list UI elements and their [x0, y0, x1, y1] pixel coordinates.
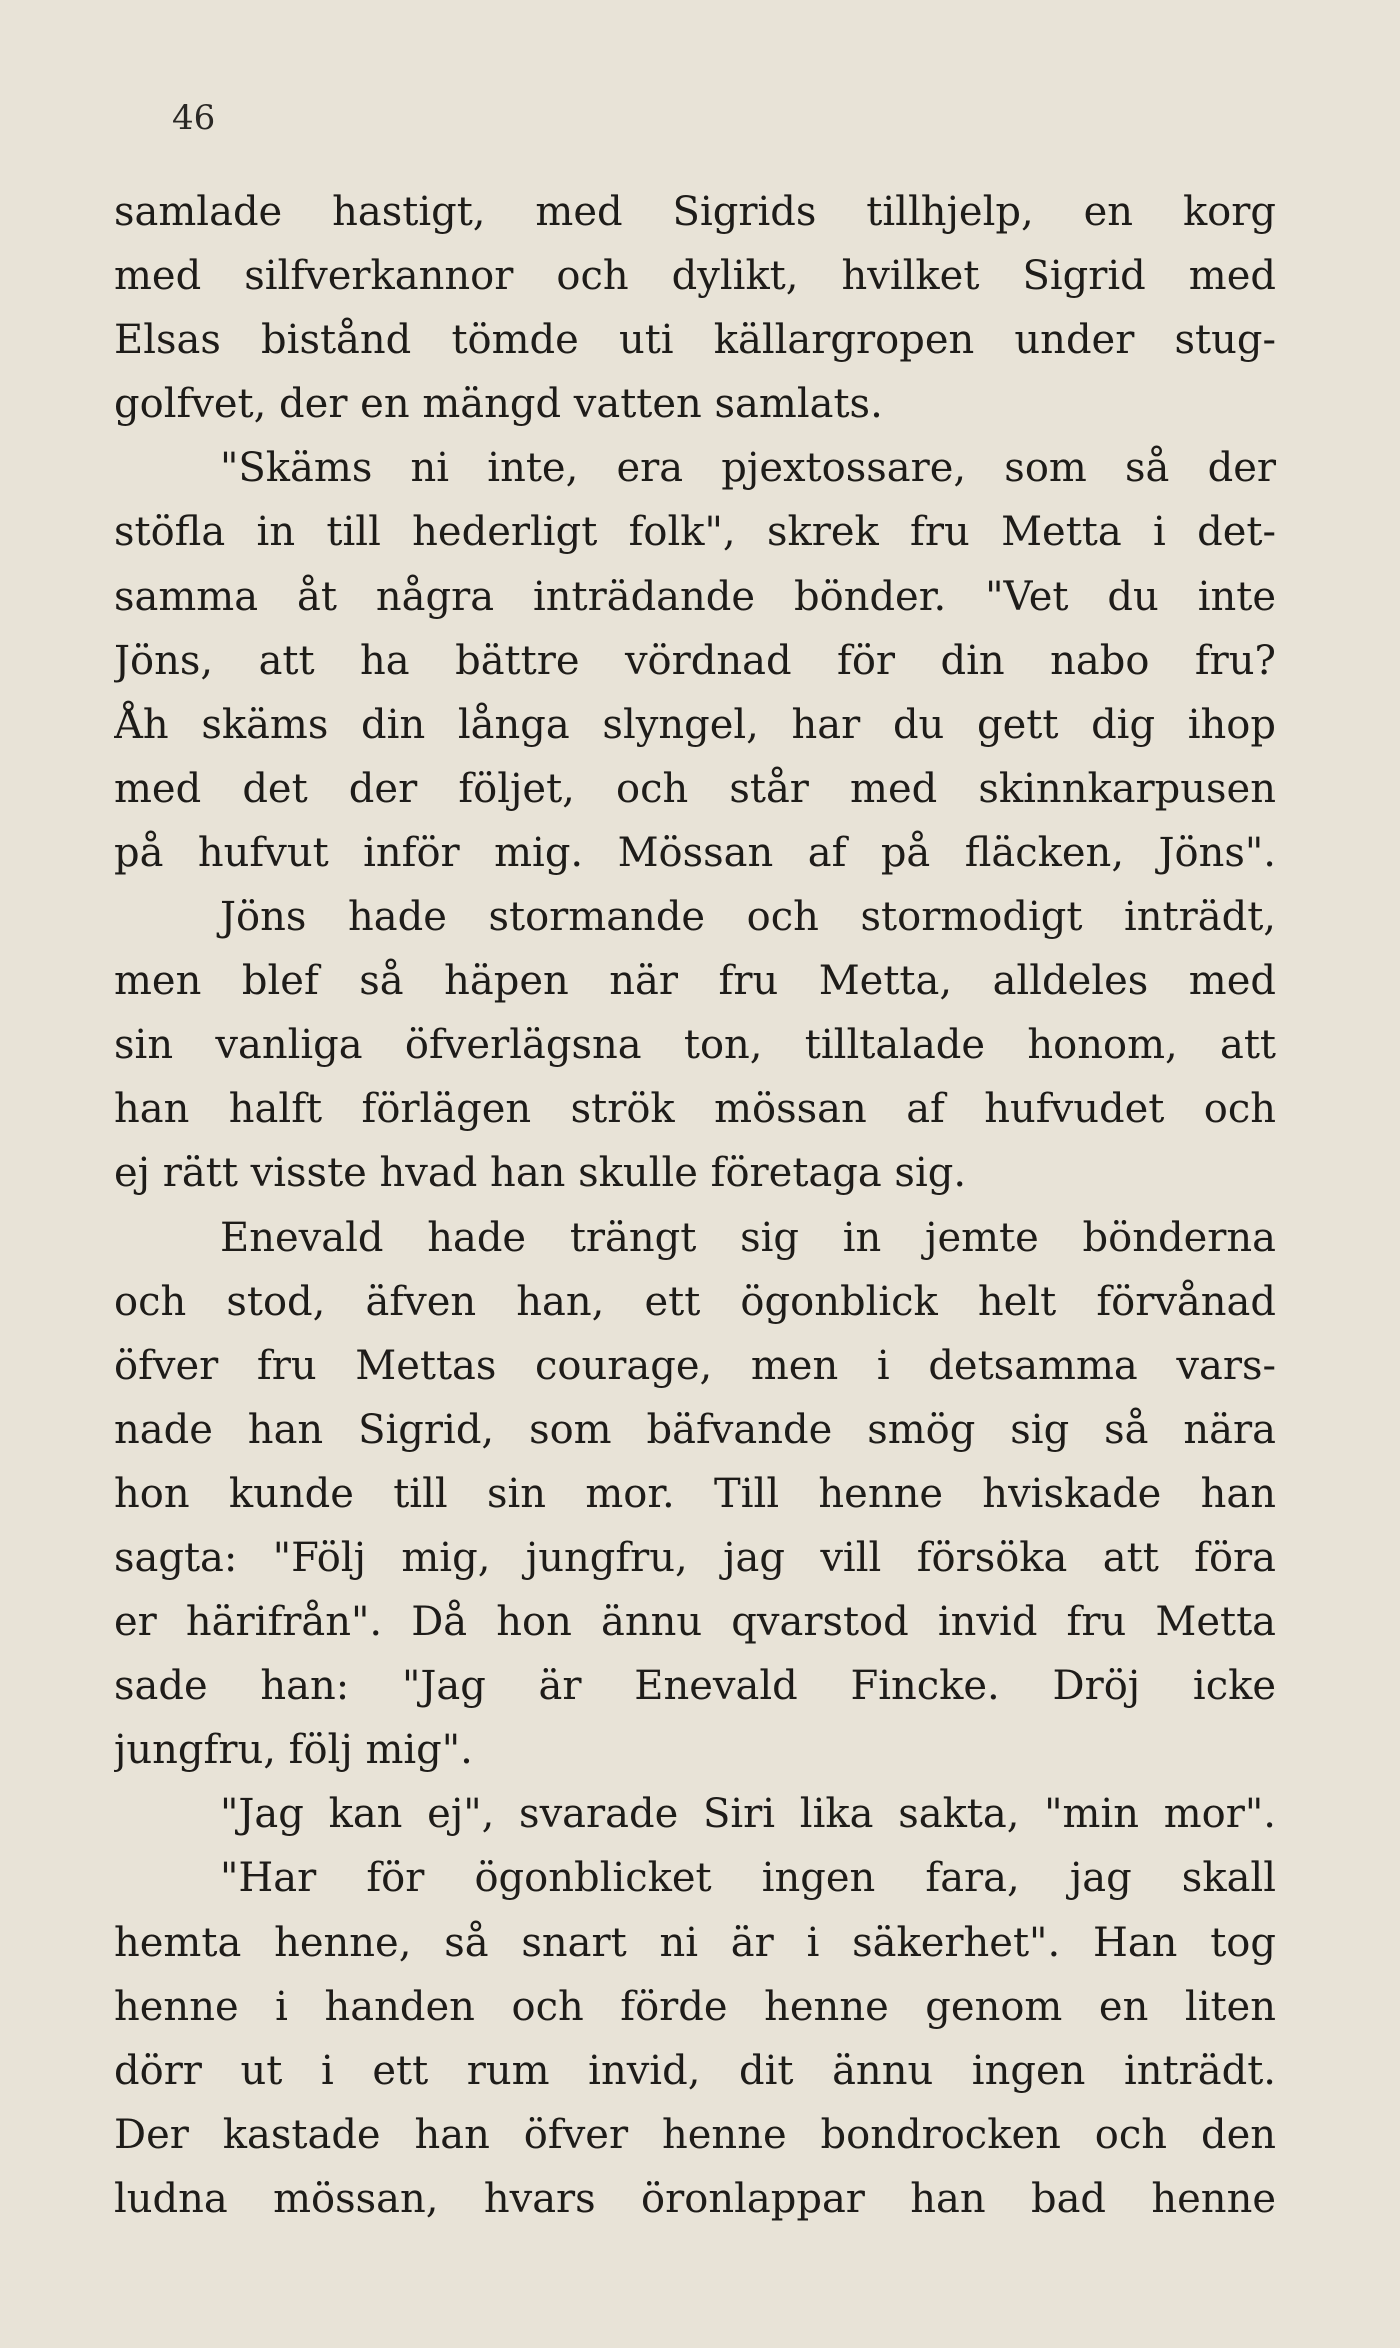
text-line: med silfverkannor och dylikt, hvilket Sigrid med	[114, 253, 1276, 300]
text-line: med det der följet, och står med skinnkarpusen	[114, 765, 1276, 812]
text-line: sade han: "Jag är Enevald Fincke. Dröj icke	[114, 1663, 1276, 1710]
text-line: Der kastade han öfver henne bondrocken och den	[114, 2111, 1276, 2158]
text-line: Elsas bistånd tömde uti källargropen under stug-	[114, 317, 1276, 364]
text-line: ludna mössan, hvars öronlappar han bad henne	[114, 2175, 1276, 2222]
body-text	[114, 180, 1276, 2231]
text-line: Enevald hade trängt sig in jemte bönderna	[220, 1214, 1276, 1261]
text-line: er härifrån". Då hon ännu qvarstod invid fru Metta	[114, 1599, 1276, 1646]
text-line: men blef så häpen när fru Metta, alldeles med	[114, 958, 1276, 1005]
text-line: Åh skäms din långa slyngel, har du gett dig ihop	[114, 701, 1276, 748]
text-line: samlade hastigt, med Sigrids tillhjelp, en korg	[114, 189, 1276, 235]
text-line: henne i handen och förde henne genom en liten	[114, 1983, 1276, 2030]
text-line: öfver fru Mettas courage, men i detsamma vars-	[114, 1342, 1276, 1389]
text-line: sin vanliga öfverlägsna ton, tilltalade honom, att	[114, 1022, 1276, 1069]
text-line: hemta henne, så snart ni är i säkerhet". Han tog	[114, 1919, 1276, 1966]
text-line: på hufvut inför mig. Mössan af på fläcken, Jöns".	[114, 829, 1276, 876]
text-line: "Skäms ni inte, era pjextossare, som så der	[220, 445, 1276, 492]
text-line: jungfru, följ mig".	[114, 1727, 473, 1774]
text-line: "Har för ögonblicket ingen fara, jag skall	[220, 1855, 1276, 1902]
text-line: hon kunde till sin mor. Till henne hviskade han	[114, 1470, 1276, 1517]
text-line: samma åt några inträdande bönder. "Vet du inte	[114, 573, 1276, 620]
text-line: ej rätt visste hvad han skulle företaga sig.	[114, 1150, 967, 1197]
text-line: han halft förlägen strök mössan af hufvudet och	[114, 1086, 1276, 1133]
page-number: 46	[172, 98, 216, 138]
text-line: Jöns, att ha bättre vördnad för din nabo fru?	[114, 637, 1276, 684]
text-line: dörr ut i ett rum invid, dit ännu ingen inträdt.	[114, 2047, 1276, 2094]
text-line: "Jag kan ej", svarade Siri lika sakta, "min mor".	[220, 1791, 1276, 1838]
text-line: och stod, äfven han, ett ögonblick helt förvånad	[114, 1278, 1276, 1325]
text-line: golfvet, der en mängd vatten samlats.	[114, 381, 883, 428]
text-line: stöfla in till hederligt folk", skrek fru Metta i det-	[114, 509, 1276, 556]
text-line: Jöns hade stormande och stormodigt inträdt,	[220, 894, 1276, 941]
text-line: sagta: "Följ mig, jungfru, jag vill försöka att föra	[114, 1534, 1276, 1581]
text-line: nade han Sigrid, som bäfvande smög sig så nära	[114, 1406, 1276, 1453]
